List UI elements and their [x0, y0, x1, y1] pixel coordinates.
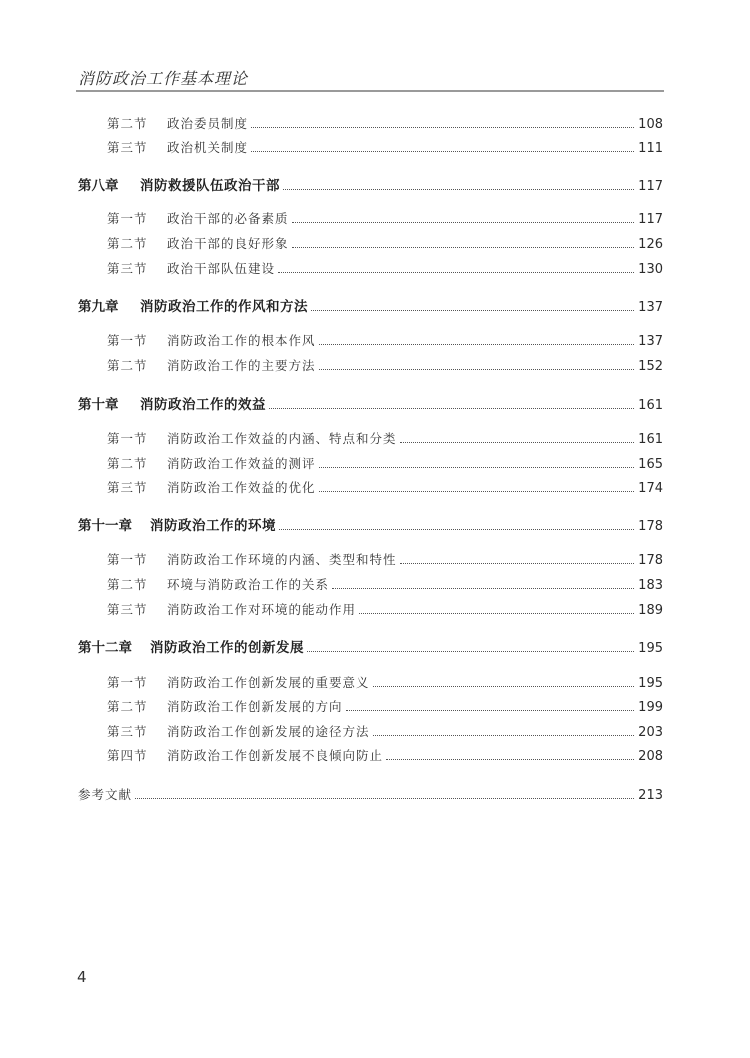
section-title: 消防政治工作的根本作风	[167, 333, 316, 348]
dot-leader	[283, 189, 634, 190]
section-title: 消防政治工作效益的优化	[167, 480, 316, 495]
dot-leader	[373, 686, 635, 687]
page-ref: 178	[638, 519, 663, 534]
toc-entry	[107, 259, 663, 279]
section-number: 第三节	[107, 140, 148, 155]
page-ref: 189	[638, 603, 663, 618]
chapter-title: 消防政治工作的创新发展	[150, 640, 304, 656]
toc-entry	[107, 234, 663, 254]
toc-entry	[107, 746, 663, 766]
toc-entry	[107, 673, 663, 693]
chapter-title: 消防政治工作的环境	[150, 518, 276, 534]
toc-chapter	[78, 174, 663, 194]
dot-leader	[251, 151, 634, 152]
toc-entry	[107, 722, 663, 742]
chapter-number: 第十一章	[78, 518, 132, 534]
section-number: 第三节	[107, 480, 148, 495]
page-ref: 137	[638, 334, 663, 349]
section-number: 第三节	[107, 724, 148, 739]
dot-leader	[251, 127, 634, 128]
section-title: 环境与消防政治工作的关系	[167, 577, 330, 592]
dot-leader	[400, 563, 635, 564]
toc-entry	[107, 575, 663, 595]
section-number: 第二节	[107, 116, 148, 131]
header-rule	[76, 90, 664, 92]
page-ref: 203	[638, 725, 663, 740]
page-ref: 161	[638, 398, 663, 413]
page-ref: 117	[638, 212, 663, 227]
toc-entry	[107, 138, 663, 158]
toc-chapter	[78, 295, 663, 315]
section-title: 政治干部队伍建设	[167, 261, 276, 276]
section-number: 第一节	[107, 211, 148, 226]
section-title: 政治机关制度	[167, 140, 249, 155]
section-title: 消防政治工作创新发展的途径方法	[167, 724, 370, 739]
toc-entry	[107, 550, 663, 570]
toc-entry	[107, 600, 663, 620]
chapter-title: 消防政治工作的作风和方法	[140, 299, 308, 315]
section-number: 第二节	[107, 236, 148, 251]
section-title: 政治干部的必备素质	[167, 211, 289, 226]
page-ref: 208	[638, 749, 663, 764]
page-ref: 165	[638, 457, 663, 472]
dot-leader	[359, 613, 634, 614]
chapter-title: 消防救援队伍政治干部	[140, 178, 280, 194]
page-ref: 178	[638, 553, 663, 568]
page-ref: 137	[638, 300, 663, 315]
section-title: 政治干部的良好形象	[167, 236, 289, 251]
chapter-number: 第十章	[78, 397, 119, 413]
toc-entry	[107, 478, 663, 498]
page-number: 4	[77, 968, 87, 986]
section-number: 第二节	[107, 699, 148, 714]
bibliography-title: 参考文献	[78, 787, 133, 802]
section-number: 第三节	[107, 261, 148, 276]
dot-leader	[319, 491, 635, 492]
section-number: 第二节	[107, 577, 148, 592]
toc-bibliography	[78, 785, 663, 805]
dot-leader	[279, 529, 634, 530]
toc-entry	[107, 331, 663, 351]
page-ref: 213	[638, 788, 663, 803]
section-number: 第四节	[107, 748, 148, 763]
dot-leader	[319, 369, 635, 370]
section-number: 第一节	[107, 333, 148, 348]
dot-leader	[292, 222, 635, 223]
section-title: 消防政治工作的主要方法	[167, 358, 316, 373]
dot-leader	[373, 735, 635, 736]
section-title: 消防政治工作效益的内涵、特点和分类	[167, 431, 397, 446]
page-ref: 195	[638, 641, 663, 656]
toc-entry	[107, 114, 663, 134]
dot-leader	[319, 344, 635, 345]
dot-leader	[278, 272, 634, 273]
dot-leader	[269, 408, 634, 409]
dot-leader	[400, 442, 635, 443]
chapter-number: 第十二章	[78, 640, 132, 656]
chapter-number: 第八章	[78, 178, 119, 194]
toc-chapter	[78, 514, 663, 534]
chapter-number: 第九章	[78, 299, 119, 315]
page-ref: 161	[638, 432, 663, 447]
running-head: 消防政治工作基本理论	[78, 69, 249, 88]
page-ref: 174	[638, 481, 663, 496]
toc-chapter	[78, 636, 663, 656]
toc-entry	[107, 356, 663, 376]
section-title: 消防政治工作对环境的能动作用	[167, 602, 357, 617]
page-ref: 111	[638, 141, 663, 156]
section-title: 消防政治工作创新发展的重要意义	[167, 675, 370, 690]
dot-leader	[332, 588, 634, 589]
dot-leader	[386, 759, 634, 760]
page-ref: 130	[638, 262, 663, 277]
page-ref: 117	[638, 179, 663, 194]
dot-leader	[311, 310, 634, 311]
toc-entry	[107, 209, 663, 229]
page-ref: 108	[638, 117, 663, 132]
section-number: 第三节	[107, 602, 148, 617]
dot-leader	[346, 710, 635, 711]
section-number: 第一节	[107, 431, 148, 446]
page-ref: 183	[638, 578, 663, 593]
dot-leader	[319, 467, 635, 468]
section-title: 消防政治工作创新发展不良倾向防止	[167, 748, 384, 763]
section-number: 第二节	[107, 358, 148, 373]
toc-entry	[107, 454, 663, 474]
dot-leader	[135, 798, 634, 799]
dot-leader	[292, 247, 635, 248]
section-title: 政治委员制度	[167, 116, 249, 131]
section-title: 消防政治工作环境的内涵、类型和特性	[167, 552, 397, 567]
section-title: 消防政治工作创新发展的方向	[167, 699, 343, 714]
page-ref: 152	[638, 359, 663, 374]
section-number: 第一节	[107, 552, 148, 567]
toc-entry	[107, 697, 663, 717]
page-ref: 126	[638, 237, 663, 252]
section-number: 第二节	[107, 456, 148, 471]
dot-leader	[307, 651, 634, 652]
toc-entry	[107, 429, 663, 449]
toc-chapter	[78, 393, 663, 413]
page-ref: 199	[638, 700, 663, 715]
section-title: 消防政治工作效益的测评	[167, 456, 316, 471]
chapter-title: 消防政治工作的效益	[140, 397, 266, 413]
page-ref: 195	[638, 676, 663, 691]
section-number: 第一节	[107, 675, 148, 690]
